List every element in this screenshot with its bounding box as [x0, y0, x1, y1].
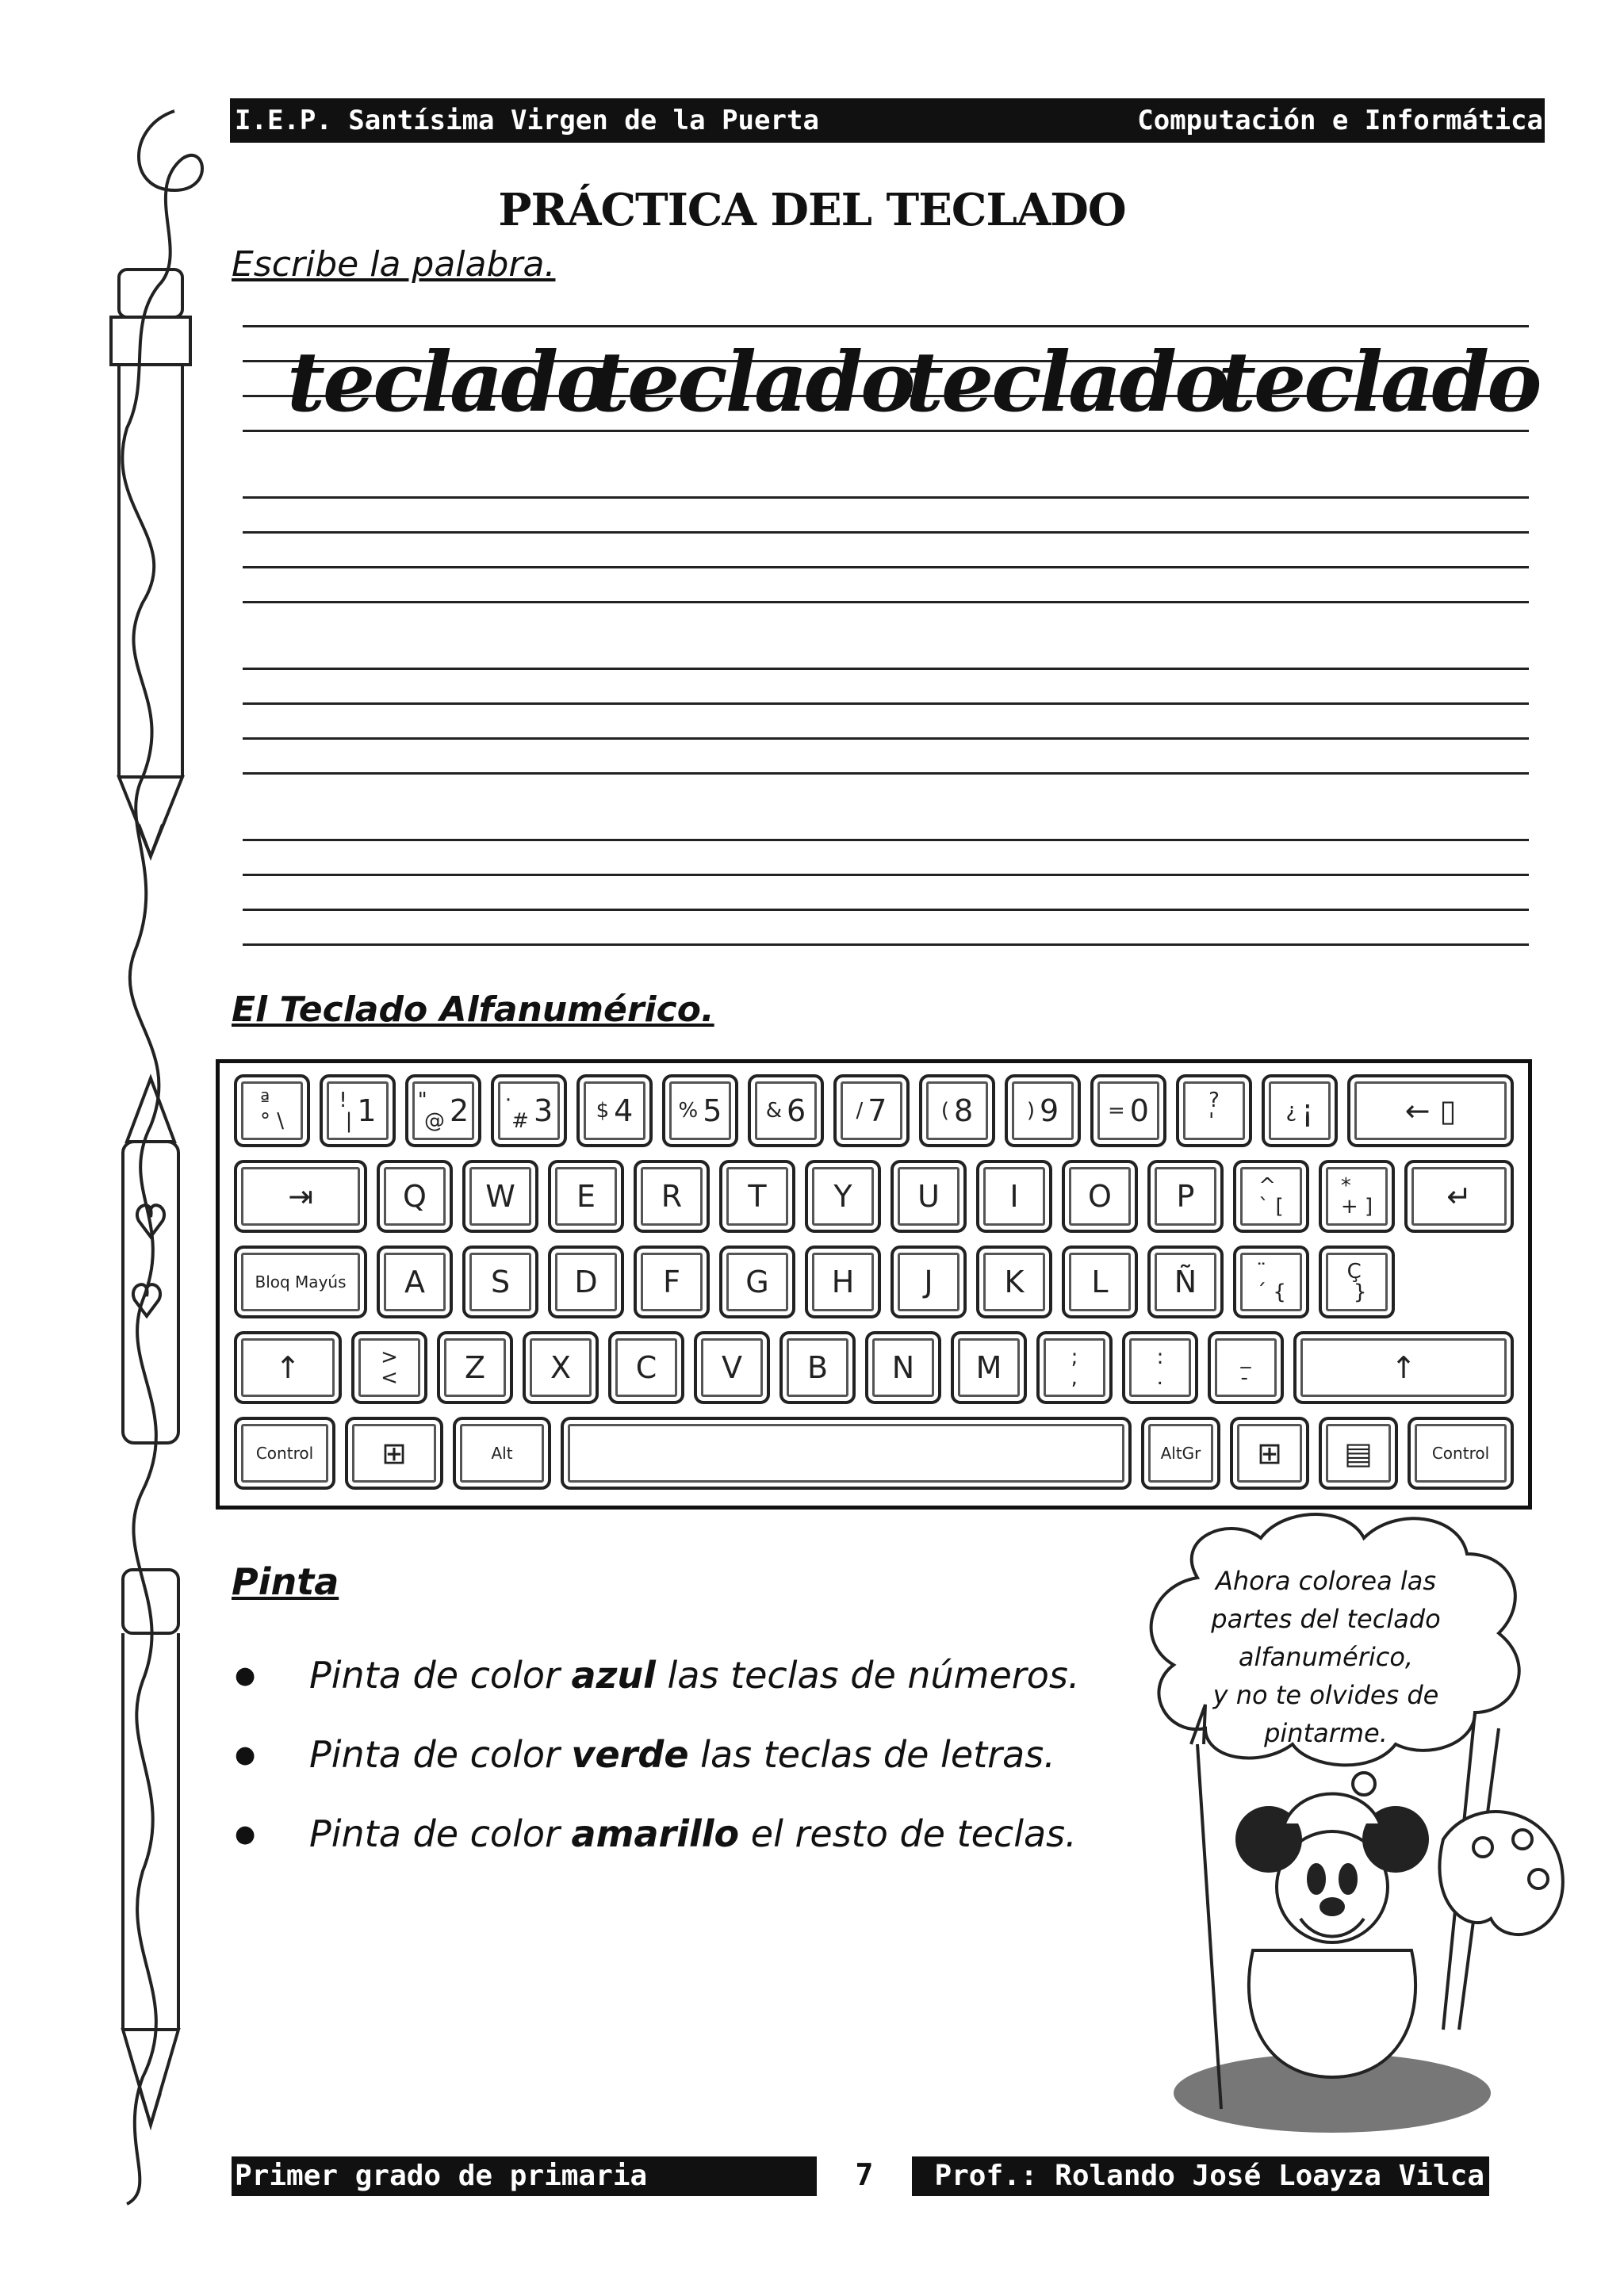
key-symbol: ^ ` [: [1233, 1160, 1309, 1233]
windows-key: ⊞: [345, 1417, 443, 1490]
key-symbol: : .: [1122, 1331, 1198, 1404]
key-u: U: [891, 1160, 967, 1233]
enter-key: ↵: [1404, 1160, 1514, 1233]
key-w: W: [462, 1160, 538, 1233]
model-word-2: teclado: [592, 333, 914, 430]
model-word-1: teclado: [287, 333, 609, 430]
page-number: 7: [817, 2150, 912, 2199]
space-key: [561, 1417, 1132, 1490]
key-5: % 5: [662, 1074, 738, 1147]
key-2: " @ 2: [405, 1074, 481, 1147]
bullet: ●: [235, 1741, 256, 1769]
speech-line: Ahora colorea las: [1215, 1566, 1437, 1596]
key-ñ: Ñ: [1147, 1246, 1224, 1318]
subject-name: Computación e Informática: [1137, 105, 1543, 136]
key-v: V: [694, 1331, 770, 1404]
key-i: I: [976, 1160, 1052, 1233]
key-d: D: [548, 1246, 624, 1318]
key-6: & 6: [748, 1074, 824, 1147]
key-t: T: [719, 1160, 795, 1233]
key-y: Y: [805, 1160, 881, 1233]
key-m: M: [951, 1331, 1027, 1404]
school-name: I.E.P. Santísima Virgen de la Puerta: [235, 105, 819, 136]
bullet: ●: [235, 1662, 256, 1689]
key-h: H: [805, 1246, 881, 1318]
key-q: Q: [377, 1160, 453, 1233]
speech-line: alfanumérico,: [1238, 1642, 1414, 1672]
altgr-key: AltGr: [1141, 1417, 1220, 1490]
footer-teacher: Prof.: Rolando José Loayza Vilca: [912, 2156, 1489, 2196]
key-¡: ¿ ¡: [1262, 1074, 1338, 1147]
key-j: J: [891, 1246, 967, 1318]
key-s: S: [462, 1246, 538, 1318]
paint-section-title: Pinta: [232, 1560, 339, 1603]
key-3: · # 3: [491, 1074, 567, 1147]
key-1: ! | 1: [320, 1074, 396, 1147]
key-c: C: [608, 1331, 684, 1404]
key-symbol: ? ': [1176, 1074, 1252, 1147]
paint-instruction-2: Pinta de color verde las teclas de letras.: [309, 1733, 1055, 1776]
key-9: ) 9: [1005, 1074, 1081, 1147]
model-word-4: teclado: [1218, 333, 1540, 430]
header-bar: [230, 98, 1545, 143]
key-symbol: ¨ ´ {: [1233, 1246, 1309, 1318]
key-symbol: ª ° \: [234, 1074, 310, 1147]
paint-instruction-1: Pinta de color azul las teclas de números.: [309, 1654, 1080, 1697]
keyboard-row-numbers: [234, 1074, 1514, 1147]
key-8: ( 8: [919, 1074, 995, 1147]
model-word-3: teclado: [906, 333, 1228, 430]
keyboard-section-title: El Teclado Alfanumérico.: [232, 989, 714, 1030]
key-g: G: [719, 1246, 795, 1318]
windows-key-right: ⊞: [1230, 1417, 1309, 1490]
key-x: X: [523, 1331, 599, 1404]
key-p: P: [1147, 1160, 1224, 1233]
backspace-key: ← ▯: [1347, 1074, 1514, 1147]
shift-left-key: ↑: [234, 1331, 342, 1404]
key-n: N: [865, 1331, 941, 1404]
key-f: F: [634, 1246, 710, 1318]
pencil-border-decoration: [95, 95, 230, 2220]
keyboard-illustration: [216, 1059, 1532, 1510]
key-k: K: [976, 1246, 1052, 1318]
control-right-key: Control: [1408, 1417, 1514, 1490]
speech-line: y no te olvides de: [1212, 1680, 1439, 1710]
speech-line: pintarme.: [1264, 1718, 1388, 1748]
caps-lock-key: Bloq Mayús: [234, 1246, 367, 1318]
key-l: L: [1062, 1246, 1138, 1318]
keyboard-row-zxcv: [234, 1331, 1514, 1404]
speech-bubble-text: [1159, 1562, 1492, 1752]
key-e: E: [548, 1160, 624, 1233]
key-o: O: [1062, 1160, 1138, 1233]
key-a: A: [377, 1246, 453, 1318]
tab-key: ⇥: [234, 1160, 367, 1233]
key-symbol: ; ,: [1036, 1331, 1113, 1404]
key-symbol: > <: [351, 1331, 427, 1404]
control-left-key: Control: [234, 1417, 335, 1490]
key-symbol: * + ]: [1319, 1160, 1395, 1233]
bullet: ●: [235, 1820, 256, 1848]
speech-line: partes del teclado: [1211, 1604, 1441, 1634]
alt-key: Alt: [453, 1417, 551, 1490]
menu-key: ▤: [1319, 1417, 1398, 1490]
key-symbol: _ -: [1208, 1331, 1284, 1404]
key-7: / 7: [833, 1074, 910, 1147]
shift-right-key: ↑: [1293, 1331, 1514, 1404]
key-4: $ 4: [576, 1074, 653, 1147]
key-b: B: [779, 1331, 856, 1404]
key-0: = 0: [1090, 1074, 1166, 1147]
keyboard-row-qwerty: [234, 1160, 1514, 1233]
key-r: R: [634, 1160, 710, 1233]
key-z: Z: [437, 1331, 513, 1404]
keyboard-row-bottom: [234, 1417, 1514, 1490]
writing-instruction: Escribe la palabra.: [232, 244, 556, 285]
keyboard-row-asdf: [234, 1246, 1514, 1318]
key-symbol: Ç }: [1319, 1246, 1395, 1318]
footer-grade: Primer grado de primaria: [232, 2156, 817, 2196]
paint-instruction-3: Pinta de color amarillo el resto de teclas.: [309, 1812, 1077, 1855]
page-title: PRÁCTICA DEL TECLADO: [498, 184, 1126, 236]
